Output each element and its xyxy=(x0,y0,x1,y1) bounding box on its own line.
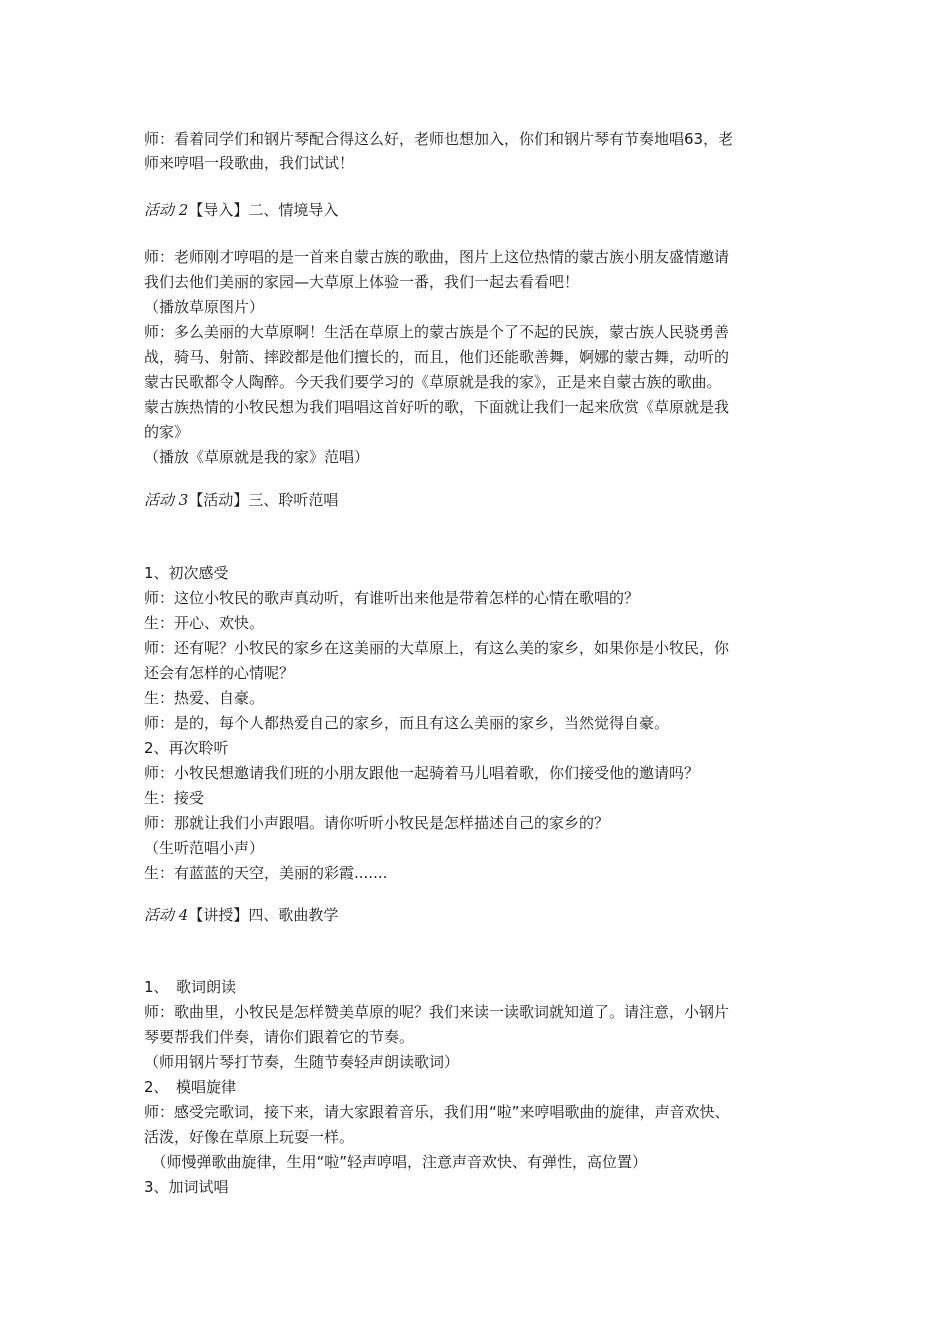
paragraph-line: 生：热爱、自豪。 xyxy=(144,689,265,707)
paragraph-line: （师慢弹歌曲旋律，生用“啦”轻声哼唱，注意声音欢快、有弹性，高位置） xyxy=(144,1153,648,1171)
paragraph-line: （播放《草原就是我的家》范唱） xyxy=(144,448,370,466)
activity-heading-3 xyxy=(144,488,338,512)
section-title: 2、 模唱旋律 xyxy=(144,1078,237,1096)
paragraph-line: 师：还有呢？小牧民的家乡在这美丽的大草原上，有这么美的家乡，如果你是小牧民，你 xyxy=(144,639,730,657)
activity-title: 【讲授】四、歌曲教学 xyxy=(188,906,339,924)
section-title: 1、 歌词朗读 xyxy=(144,978,237,996)
paragraph-line: 师：感受完歌词，接下来，请大家跟着音乐，我们用“啦”来哼唱歌曲的旋律，声音欢快、 xyxy=(144,1103,730,1121)
paragraph-line: （生听范唱小声） xyxy=(144,839,265,857)
activity-heading-2 xyxy=(144,198,338,222)
paragraph-line: 师：这位小牧民的歌声真动听，有谁听出来他是带着怎样的心情在歌唱的？ xyxy=(144,589,640,607)
paragraph-line: 师：多么美丽的大草原啊！生活在草原上的蒙古族是个了不起的民族，蒙古族人民骁勇善 xyxy=(144,323,730,341)
activity-number: 活动 3 xyxy=(144,491,189,509)
paragraph-line: 的家》 xyxy=(144,423,190,441)
paragraph-line: 蒙古民歌都令人陶醉。今天我们要学习的《草原就是我的家》，正是来自蒙古族的歌曲。 xyxy=(144,373,722,391)
paragraph-line: 师来哼唱一段歌曲，我们试试！ xyxy=(144,154,355,172)
paragraph-line: 生：有蓝蓝的天空，美丽的彩霞....... xyxy=(144,864,388,882)
paragraph-line: 战，骑马、射箭、摔跤都是他们擅长的，而且，他们还能歌善舞，婀娜的蒙古舞，动听的 xyxy=(144,348,730,366)
paragraph-line: 我们去他们美丽的家园—大草原上体验一番，我们一起去看看吧！ xyxy=(144,273,580,291)
paragraph-line: 师：那就让我们小声跟唱。请你听听小牧民是怎样描述自己的家乡的？ xyxy=(144,814,610,832)
paragraph-line: 活泼，好像在草原上玩耍一样。 xyxy=(144,1128,355,1146)
paragraph-line: 师：小牧民想邀请我们班的小朋友跟他一起骑着马儿唱着歌，你们接受他的邀请吗？ xyxy=(144,764,700,782)
section-title: 3、加词试唱 xyxy=(144,1178,229,1196)
paragraph-line: 生：开心、欢快。 xyxy=(144,614,265,632)
paragraph-line: 师：歌曲里，小牧民是怎样赞美草原的呢？我们来读一读歌词就知道了。请注意，小钢片 xyxy=(144,1003,730,1021)
activity-heading-4 xyxy=(144,903,338,927)
activity-number: 活动 4 xyxy=(144,906,189,924)
paragraph-line: 师：是的，每个人都热爱自己的家乡，而且有这么美丽的家乡，当然觉得自豪。 xyxy=(144,714,670,732)
paragraph-line: 生：接受 xyxy=(144,789,205,807)
paragraph-line: （师用钢片琴打节奏，生随节奏轻声朗读歌词） xyxy=(144,1053,460,1071)
paragraph-line: 师：看着同学们和钢片琴配合得这么好，老师也想加入，你们和钢片琴有节奏地唱63，老 xyxy=(144,130,734,148)
activity-title: 【活动】三、聆听范唱 xyxy=(188,491,339,509)
activity-number: 活动 2 xyxy=(144,201,189,219)
paragraph-line: 师：老师刚才哼唱的是一首来自蒙古族的歌曲，图片上这位热情的蒙古族小朋友盛情邀请 xyxy=(144,248,730,266)
paragraph-line: 还会有怎样的心情呢？ xyxy=(144,664,295,682)
section-title: 1、初次感受 xyxy=(144,564,229,582)
paragraph-line: （播放草原图片） xyxy=(144,298,265,316)
paragraph-line: 琴要帮我们伴奏，请你们跟着它的节奏。 xyxy=(144,1028,415,1046)
paragraph-line: 蒙古族热情的小牧民想为我们唱唱这首好听的歌，下面就让我们一起来欣赏《草原就是我 xyxy=(144,398,730,416)
section-title: 2、再次聆听 xyxy=(144,739,229,757)
activity-title: 【导入】二、情境导入 xyxy=(188,201,339,219)
